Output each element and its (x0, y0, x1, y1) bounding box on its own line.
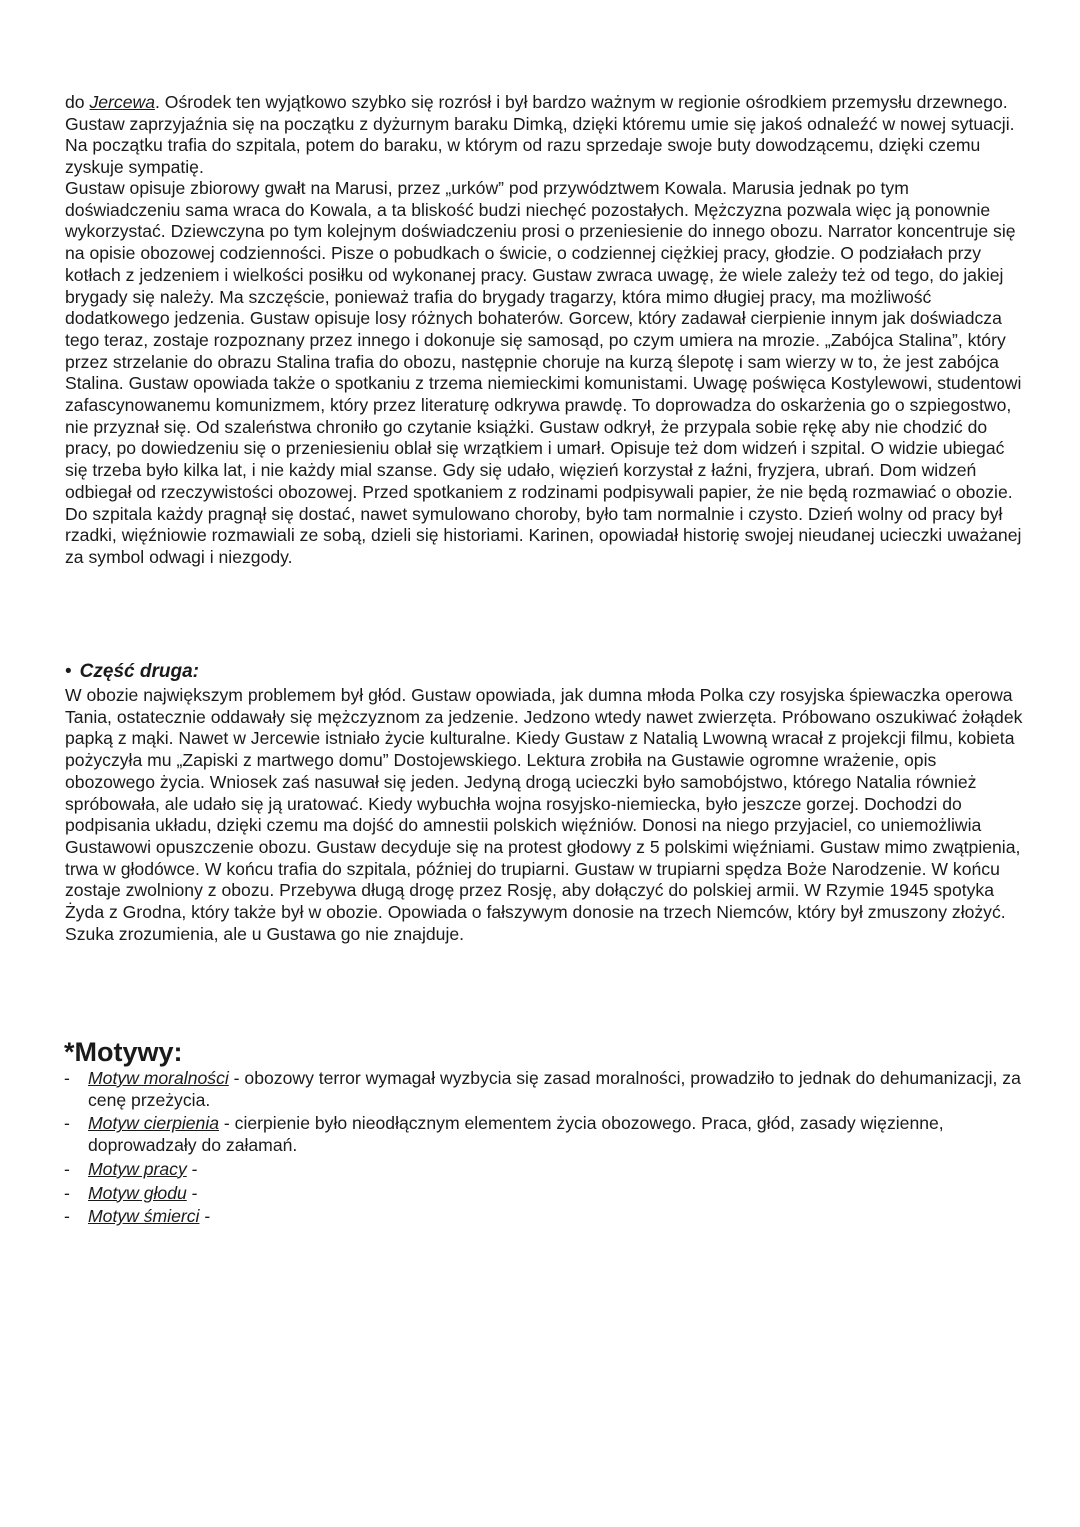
dash-icon: - (64, 1158, 70, 1179)
motive-title: Motyw pracy (88, 1158, 187, 1179)
motive-title: Motyw śmierci (88, 1206, 200, 1227)
paragraph-jercewo (65, 92, 1025, 179)
part-two-heading (65, 659, 199, 685)
motive-item (64, 1113, 1024, 1156)
motive-description: - (186, 1158, 198, 1179)
paragraph-jercewo-body: . Ośrodek ten wyjątkowo szybko się rozrósł i był bardzo ważnym w regionie ośrodkiem przemysłu drzewnego. Gustaw zaprzyjaźnia się na początku z dyżurnym baraku Dimką, dzięki któremu umie się jakoś odnaleźć w nowej sytuacji. Na początku trafia do szpitala, potem do baraku, w którym od razu sprzedaje swoje buty dowodzącemu, dzięki czemu zyskuje sympatię. (65, 92, 1015, 178)
motives-list (64, 1068, 1024, 1230)
motive-item (64, 1159, 1024, 1181)
paragraph-camp-life: Gustaw opisuje zbiorowy gwałt na Marusi, przez „urków” pod przywództwem Kowala. Marusia jednak po tym doświadczeniu sama wraca do Kowala, a ta bliskość budzi niechęć pozostałych. Mężczyzna pozwala więc ją ponownie wykorzystać. Dziewczyna po tym kolejnym doświadczeniu prosi o przeniesienie do innego obozu. Narrator koncentruje się na opisie obozowej codzienności. Pisze o pobudkach o świcie, o codziennej ciężkiej pracy, głodzie. O podziałach przy kotłach z jedzeniem i wielkości posiłku od wykonanej pracy. Gustaw zwraca uwagę, że wiele zależy też od tego, do jakiej brygady się należy. Ma szczęście, ponieważ trafia do brygady tragarzy, która mimo długiej pracy, ma możliwość dodatkowego jedzenia. Gustaw opisuje losy różnych bohaterów. Gorcew, który zadawał cierpienie innym jak doświadcza tego teraz, zostaje rozpoznany przez innego i dokonuje się samosąd, po czym umiera na mrozie. „Zabójca Stalina”, który przez strzelanie do obrazu Stalina trafia do obozu, następnie choruje na kurzą ślepotę i sam wierzy w to, że jest zabójca Stalina. Gustaw opowiada także o spotkaniu z trzema niemieckimi komunistami. Uwagę poświęca Kostylewowi, studentowi zafascynowanemu komunizmem, który przez literaturę odkrywa prawdę. To doprowadza do oskarżenia go o szpiegostwo, nie przyznał się. Od szaleństwa chroniło go czytanie książki. Gustaw odkrył, że przypala sobie rękę aby nie chodzić do pracy, po dowiedzeniu się o przeniesieniu oblał się wrzątkiem i umarł. Opisuje też dom widzeń i szpital. O widzie ubiegać się trzeba było kilka lat, i nie każdy mial szanse. Gdy się udało, więzień korzystał z łaźni, fryzjera, ubrań. Dom widzeń odbiegał od rzeczywistości obozowej. Przed spotkaniem z rodzinami podpisywali papier, że nie będą rozmawiać o obozie. Do szpitala każdy pragnął się dostać, nawet symulowano choroby, było tam normalnie i czysto. Dzień wolny od pracy był rzadki, więźniowie rozmawiali ze sobą, dzieli się historiami. Karinen, opowiadał historię swojej nieudanej ucieczki uważanej za symbol odwagi i niezgody. (65, 178, 1022, 567)
dash-icon: - (64, 1113, 70, 1134)
jercewo-underlined-term: Jercewa (89, 92, 155, 112)
part-two-heading-text: Część druga: (79, 661, 199, 682)
motive-item (64, 1068, 1024, 1111)
dash-icon: - (64, 1182, 70, 1203)
motive-item (64, 1206, 1024, 1228)
motive-description: - cierpienie było nieodłącznym elementem życia obozowego. Praca, głód, zasady więzienne, doprowadzały do załamań. (88, 1113, 944, 1156)
dash-icon: - (64, 1206, 70, 1227)
motive-description: - obozowy terror wymagał wyzbycia się zasad moralności, prowadziło to jednak do dehumanizacji, za cenę przeżycia. (88, 1068, 1021, 1110)
paragraph-jercewo-lead: do (65, 92, 90, 112)
motive-title: Motyw moralności (88, 1068, 229, 1088)
motive-description: - (186, 1182, 198, 1203)
motive-item (64, 1183, 1024, 1205)
paragraph-part-two: W obozie największym problemem był głód. Gustaw opowiada, jak dumna młoda Polka czy rosyjska śpiewaczka operowa Tania, ostatecznie oddawały się mężczyznom za jedzenie. Jedzono wtedy nawet zwierzęta. Próbowano oszukiwać żołądek papką z mąki. Nawet w Jercewie istniało życie kulturalne. Kiedy Gustaw z Natalią Lwowną wracał z projekcji filmu, kobieta pożyczyła mu „Zapiski z martwego domu” Dostojewskiego. Lektura zrobiła na Gustawie ogromne wrażenie, opis obozowego życia. Wniosek zaś nasuwał się jeden. Jedyną drogą ucieczki było samobójstwo, którego Natalia również spróbowała, ale udało się ją uratować. Kiedy wybuchła wojna rosyjsko-niemiecka, było jeszcze gorzej. Dochodzi do podpisania układu, dzięki czemu ma dojść do amnestii polskich więźniów. Donosi na niego przyjaciel, co uniemożliwia Gustawowi opuszczenie obozu. Gustaw decyduje się na protest głodowy z 5 polskimi więźniami. Gustaw mimo zwątpienia, trwa w głodówce. W końcu trafia do szpitala, później do trupiarni. Gustaw w trupiarni spędza Boże Narodzenie. W końcu zostaje zwolniony z obozu. Przebywa długą drogę przez Rosję, aby dołączyć do polskiej armii. W Rzymie 1945 spotyka Żyda z Grodna, który także był w obozie. Opowiada o fałszywym donosie na trzech Niemców, który był zmuszony złożyć. Szuka zrozumienia, ale u Gustawa go nie znajduje. (65, 685, 1023, 944)
motives-heading: *Motywy: (64, 1037, 183, 1067)
motive-description: - (199, 1206, 211, 1227)
motive-title: Motyw głodu (88, 1182, 187, 1203)
dash-icon: - (64, 1068, 70, 1088)
bullet-icon: • (65, 661, 72, 682)
motive-title: Motyw cierpienia (88, 1113, 220, 1134)
